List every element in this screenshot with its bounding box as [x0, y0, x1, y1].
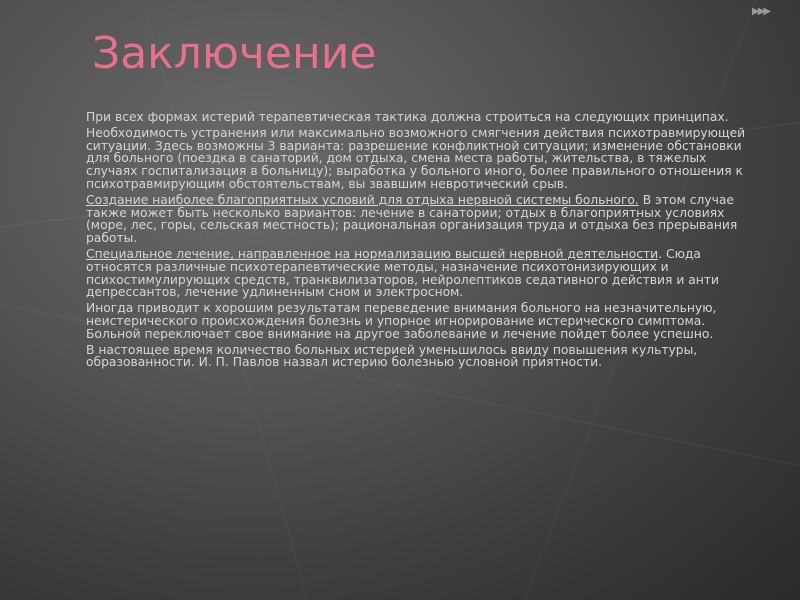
slide-title: Заключение [92, 28, 377, 79]
paragraph-underlined: Специальное лечение, направленное на нормализацию высшей нервной деятельности [86, 246, 659, 261]
paragraph-underlined: Создание наиболее благоприятных условий для отдыха нервной системы больного. [86, 192, 639, 207]
slide-body [86, 111, 752, 372]
paragraph [86, 194, 752, 245]
paragraph-text: Иногда приводит к хорошим результатам переведение внимания больного на незначительную, неистерического происхождения болезнь и упорное игнорирование истерического симптома. Больной переключает свое внимание на другое заболевание и лечение пойдет более успешно. [86, 301, 717, 341]
paragraph-text: В этом случае также может быть несколько вариантов: лечение в санатории; отдых в благоприятных условиях (море, лес, горы, сельская местность); рациональная организация труда и отдыха без прерывания работы. [86, 192, 738, 246]
paragraph-text: . Сюда относятся различные психотерапевтические методы, назначение психотонизирующих и психостимулирующих средств, транквилизаторов, нейролептиков седативного действия и анти депрессантов, лечение удлиненным сном и электросном. [86, 246, 719, 300]
paragraph-text: В настоящее время количество больных истерией уменьшилось ввиду повышения культуры, образованности. И. П. Павлов назвал истерию болезнью условной приятности. [86, 342, 698, 370]
paragraph [86, 302, 752, 340]
paragraph [86, 127, 752, 191]
paragraph [86, 248, 752, 299]
paragraph-text: Необходимость устранения или максимально возможного смягчения действия психотравмирующей ситуации. Здесь возможны 3 варианта: разрешение конфликтной ситуации; изменение обстановки для больного (поездка в санаторий, дом отдыха, смена места работы, жительства, в тяжелых случаях госпитализация в больницу); выработка у больного иного, более правильного отношения к психотравмирующим обстоятельствам, вы звавшим невротический срыв. [86, 125, 746, 191]
paragraph [86, 111, 752, 124]
paragraph [86, 344, 752, 370]
chevron-decoration-icon: ▶▶▶ [752, 6, 770, 17]
paragraph-text: При всех формах истерий терапевтическая тактика должна строиться на следующих принципах. [86, 110, 729, 124]
